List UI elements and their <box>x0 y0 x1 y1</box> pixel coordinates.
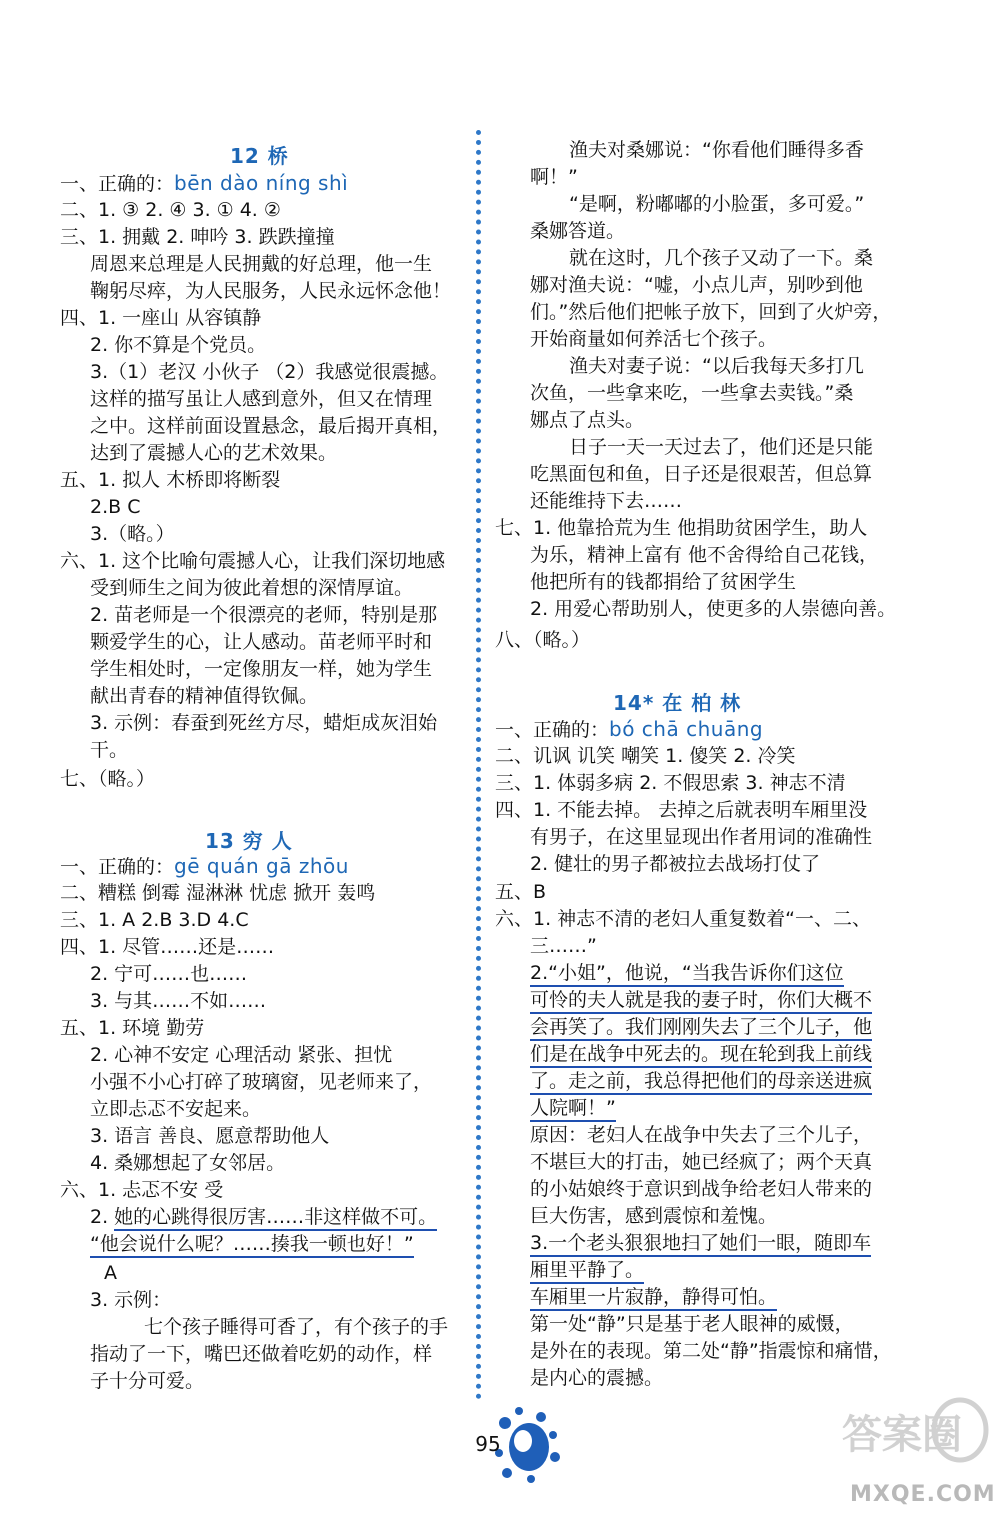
answer-line: 五、1. 拟人 木桥即将断裂 <box>60 469 281 491</box>
answer-line: 娜点了点头。 <box>530 409 645 431</box>
answer-line: 三……” <box>530 935 597 957</box>
answer-line: 干。 <box>90 739 129 761</box>
answer-line <box>530 987 872 1013</box>
answer-line: 2. 苗老师是一个很漂亮的老师，特别是那 <box>90 604 438 626</box>
answer-line: 3. 示例： <box>90 1289 172 1311</box>
answer-line: 2. 她的心跳得很厉害……非这样做不可。 <box>90 1204 437 1230</box>
answer-line: 巨大伤害，感到震惊和羞愧。 <box>530 1205 778 1227</box>
answer-line: 这样的描写虽让人感到意外，但又在情理 <box>90 388 433 410</box>
answer-line: 还能维持下去…… <box>530 490 683 512</box>
underlined-answer: 厢里平静了。 <box>530 1259 644 1284</box>
answer-line: 立即忐忑不安起来。 <box>90 1098 262 1120</box>
answer-line: 之中。这样前面设置悬念，最后揭开真相， <box>90 415 452 437</box>
pinyin-answer: bēn dào níng shì <box>174 171 349 195</box>
answer-line <box>530 1041 872 1067</box>
answer-line <box>530 1257 644 1283</box>
answer-line: 原因：老妇人在战争中失去了三个儿子， <box>530 1124 873 1146</box>
answer-line: 次鱼，一些拿来吃，一些拿去卖钱。”桑 <box>530 382 854 404</box>
answer-line <box>530 1230 871 1256</box>
answer-line: 日子一天一天过去了，他们还是只能 <box>569 436 874 458</box>
answer-line: 渔夫对桑娜说：“你看他们睡得多香 <box>569 139 864 161</box>
answer-line <box>530 1068 872 1094</box>
answer-line: 颗爱学生的心，让人感动。苗老师平时和 <box>90 631 433 653</box>
answer-line: 一、正确的：gē quán gā zhōu <box>60 854 349 878</box>
answer-line: 四、1. 一座山 从容镇静 <box>60 307 262 329</box>
answer-line <box>530 1284 777 1310</box>
answer-line: 3. 语言 善良、愿意帮助他人 <box>90 1125 330 1147</box>
answer-line: 2. 宁可……也…… <box>90 963 248 985</box>
answer-line: 周恩来总理是人民拥戴的好总理，他一生 <box>90 253 433 275</box>
answer-line: 2. 心神不安定 心理活动 紧张、担忧 <box>90 1044 393 1066</box>
answer-line: 七个孩子睡得可香了，有个孩子的手 <box>144 1316 449 1338</box>
answer-line: 受到师生之间为彼此着想的深情厚谊。 <box>90 577 414 599</box>
watermark-brand: 答案圈 <box>842 1412 962 1458</box>
underlined-answer: 人院啊！” <box>530 1097 616 1122</box>
answer-line: 的小姑娘终于意识到战争给老妇人带来的 <box>530 1178 873 1200</box>
underlined-answer: 车厢里一片寂静，静得可怕。 <box>530 1286 777 1311</box>
underlined-answer: 可怜的夫人就是我的妻子时，你们大概不 <box>530 989 872 1014</box>
answer-line <box>530 1095 616 1121</box>
section-13-title: 13 穷 人 <box>205 829 293 853</box>
answer-line: 渔夫对妻子说：“以后我每天多打几 <box>569 355 864 377</box>
answer-line <box>530 1014 872 1040</box>
answer-line: 四、1. 不能去掉。 去掉之后就表明车厢里没 <box>495 799 868 821</box>
answer-line: A <box>104 1262 117 1284</box>
answer-line: 4. 桑娜想起了女邻居。 <box>90 1152 286 1174</box>
answer-line: 开始商量如何养活七个孩子。 <box>530 328 778 350</box>
answer-line: 3.（略。） <box>90 523 175 545</box>
answer-line: 们。”然后他们把帐子放下，回到了火炉旁， <box>530 301 892 323</box>
answer-line: 一、正确的：bó chā chuāng <box>495 717 764 741</box>
answer-line: 献出青春的精神值得钦佩。 <box>90 685 319 707</box>
answer-line: 是内心的震撼。 <box>530 1367 664 1389</box>
answer-line: 就在这时，几个孩子又动了一下。桑 <box>569 247 874 269</box>
section-14-title: 14* 在 柏 林 <box>613 691 742 715</box>
underlined-answer: 2.“小姐”，他说，“当我告诉你们这位 <box>530 962 844 987</box>
answer-line: 是外在的表现。第二处“静”指震惊和痛惜， <box>530 1340 892 1362</box>
answer-line: 2. 用爱心帮助别人，使更多的人崇德向善。 <box>530 598 897 620</box>
answer-line: 学生相处时，一定像朋友一样，她为学生 <box>90 658 433 680</box>
answer-line: 3. 与其……不如…… <box>90 990 267 1012</box>
column-divider <box>476 130 481 1400</box>
answer-line: 鞠躬尽瘁，为人民服务，人民永远怀念他！ <box>90 280 452 302</box>
answer-line: 3. 示例：春蚕到死丝方尽，蜡炬成灰泪始 <box>90 712 438 734</box>
answer-line: 三、1. A 2.B 3.D 4.C <box>60 909 249 931</box>
answer-line: 不堪巨大的打击，她已经疯了；两个天真 <box>530 1151 873 1173</box>
answer-line: 达到了震撼人心的艺术效果。 <box>90 442 338 464</box>
answer-line: 有男子，在这里显现出作者用词的准确性 <box>530 826 873 848</box>
answer-line: 四、1. 尽管……还是…… <box>60 936 275 958</box>
watermark-logo-icon <box>840 1390 990 1475</box>
answer-line: 一、正确的：bēn dào níng shì <box>60 171 349 195</box>
answer-line: 小强不小心打碎了玻璃窗，见老师来了， <box>90 1071 433 1093</box>
answer-line: 七、（略。） <box>60 768 156 790</box>
answer-line: 2. 健壮的男子都被拉去战场打仗了 <box>530 853 821 875</box>
answer-line: 2. 你不算是个党员。 <box>90 334 267 356</box>
answer-line: 他把所有的钱都捐给了贫困学生 <box>530 571 797 593</box>
underlined-answer: “他会说什么呢？……揍我一顿也好！” <box>90 1233 414 1258</box>
answer-line: 为乐，精神上富有 他不舍得给自己花钱， <box>530 544 879 566</box>
answer-line: 吃黑面包和鱼，日子还是很艰苦，但总算 <box>530 463 873 485</box>
answer-line: 指动了一下，嘴巴还做着吃奶的动作，样 <box>90 1343 433 1365</box>
answer-line: 二、讥讽 讥笑 嘲笑 1. 傻笑 2. 冷笑 <box>495 745 796 767</box>
answer-line: 二、1. ③ 2. ④ 3. ① 4. ② <box>60 199 281 221</box>
watermark-url: MXQE.COM <box>850 1482 996 1507</box>
underlined-answer: 们是在战争中死去的。现在轮到我上前线 <box>530 1043 872 1068</box>
answer-line: 六、1. 这个比喻句震撼人心，让我们深切地感 <box>60 550 446 572</box>
underlined-answer: 3.一个老头狠狠地扫了她们一眼，随即车 <box>530 1232 871 1257</box>
answer-line: 三、1. 体弱多病 2. 不假思索 3. 神志不清 <box>495 772 846 794</box>
answer-line: 桑娜答道。 <box>530 220 626 242</box>
answer-line <box>530 960 844 986</box>
answer-line: 3.（1）老汉 小伙子 （2）我感觉很震撼。 <box>90 361 449 383</box>
answer-line: 五、B <box>495 881 547 903</box>
answer-line: 五、1. 环境 勤劳 <box>60 1017 205 1039</box>
pinyin-answer: gē quán gā zhōu <box>174 854 349 878</box>
underlined-answer: 她的心跳得很厉害……非这样做不可。 <box>114 1206 437 1231</box>
underlined-answer: 会再笑了。我们刚刚失去了三个儿子，他 <box>530 1016 872 1041</box>
section-12-title: 12 桥 <box>230 144 289 168</box>
answer-line: “是啊，粉嘟嘟的小脸蛋，多可爱。” <box>569 193 865 215</box>
pinyin-answer: bó chā chuāng <box>609 717 764 741</box>
answer-line: 二、糟糕 倒霉 湿淋淋 忧虑 掀开 轰鸣 <box>60 882 376 904</box>
answer-line: 六、1. 忐忑不安 受 <box>60 1179 224 1201</box>
answer-line: 子十分可爱。 <box>90 1370 205 1392</box>
answer-line: 八、（略。） <box>495 629 591 651</box>
answer-line: 第一处“静”只是基于老人眼神的威慑， <box>530 1313 854 1335</box>
answer-line: 娜对渔夫说：“嘘，小点儿声，别吵到他 <box>530 274 863 296</box>
answer-line: 七、1. 他靠拾荒为生 他捐助贫困学生，助人 <box>495 517 868 539</box>
answer-line: 三、1. 拥戴 2. 呻吟 3. 跌跌撞撞 <box>60 226 335 248</box>
answer-line <box>90 1231 414 1257</box>
answer-line: 六、1. 神志不清的老妇人重复数着“一、二、 <box>495 908 872 930</box>
underlined-answer: 了。走之前，我总得把他们的母亲送进疯 <box>530 1070 872 1095</box>
answer-line: 2.B C <box>90 496 141 518</box>
page-number: 95 <box>475 1432 501 1456</box>
answer-line: 啊！” <box>530 166 578 188</box>
